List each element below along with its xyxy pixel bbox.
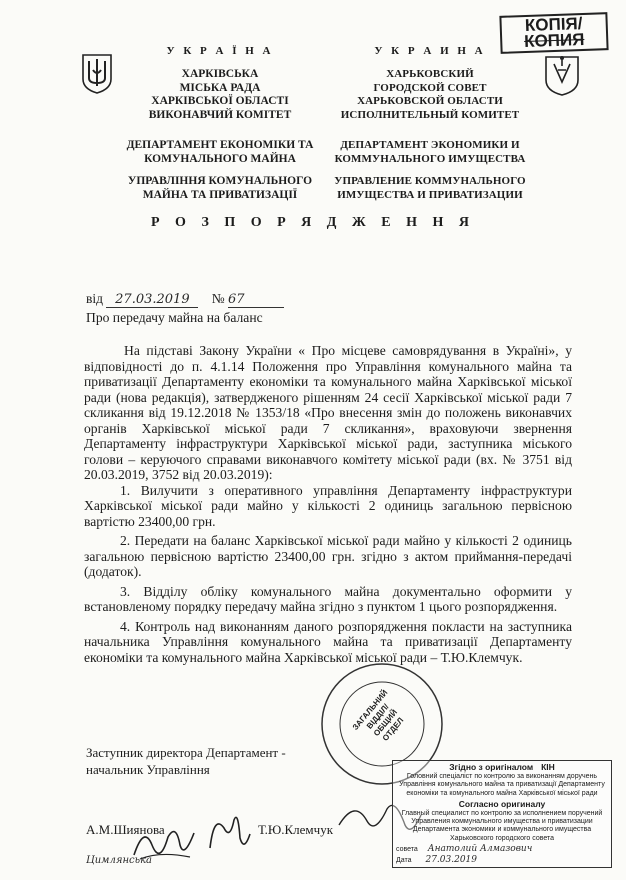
number-value: 67 bbox=[228, 292, 284, 308]
signer-position-line2: начальник Управління bbox=[86, 762, 210, 777]
cert-text-ru: Главный специалист по контролю за исполнением поручений Управления коммунального имущества и приватизации Департамента экономики и коммунального имущества Харьковского городского совета bbox=[401, 810, 603, 842]
date-prefix: від bbox=[86, 291, 103, 306]
cert-head-right: КІН bbox=[541, 762, 555, 772]
order-item-3: 3. Відділу обліку комунального майна документально оформити у встановленому порядку передачу майна згідно з пунктом 1 цього розпорядження. bbox=[84, 583, 572, 614]
executor-signature-icon bbox=[130, 815, 200, 865]
copy-stamp-line2: КОПИЯ bbox=[523, 29, 585, 52]
coat-of-arms-icon bbox=[80, 52, 114, 94]
order-item-2: 2. Передати на баланс Харківської міської ради майно у кількості 2 одиниць загальною первісною вартістю 23400,00 грн. згідно з актом приймання-передачі (додаток). bbox=[84, 533, 572, 579]
cert-text-ua: Головний спеціаліст по контролю за виконанням доручень Управління комунального майна та приватизації Департаменту економіки та комунального майна Харківської міської ради bbox=[399, 773, 605, 797]
signer-name: Т.Ю.Клемчук bbox=[258, 822, 334, 837]
intro-paragraph: На підставі Закону України « Про місцеве самоврядування в Україні», у відповідності до п. 4.1.14 Положення про Управління комунального майна та приватизації Департаменту економіки та комунального майна Харківської міської ради (нова редакція), затвердженого рішенням 24 сесії Харківської міської ради 7 скликання від 19.12.2018 № 1353/18 «Про внесення змін до положень виконавчих органів Харківської міської ради 7 скликання», враховуючи звернення Департаменту інфраструктури Харківської міської ради, заступника міського голови – керуючого справами виконавчого комітету міської ради (вх. № 3751 від 20.03.2019, 3752 від 20.03.2019): bbox=[84, 343, 572, 482]
round-stamp-center-text: ЗАГАЛЬНИЙ ВІДДІЛ/ ОБЩИЙ ОТДЕЛ bbox=[350, 688, 406, 743]
document-subject: Про передачу майна на баланс bbox=[86, 310, 263, 325]
document-title: Р О З П О Р Я Д Ж Е Н Н Я bbox=[151, 215, 475, 230]
dept-ua: ДЕПАРТАМЕНТ ЕКОНОМІКИ ТА КОМУНАЛЬНОГО МАЙНА bbox=[126, 139, 314, 165]
org-ru: ХАРЬКОВСКИЙ ГОРОДСКОЙ СОВЕТ ХАРЬКОВСКОЙ ОБЛАСТИ ИСПОЛНИТЕЛЬНЫЙ КОМИТЕТ bbox=[340, 68, 520, 121]
dept-ru: ДЕПАРТАМЕНТ ЭКОНОМИКИ И КОММУНАЛЬНОГО ИМУЩЕСТВА bbox=[334, 139, 526, 165]
order-item-1: 1. Вилучити з оперативного управління Департаменту інфраструктури Харківської міської ради майно у кількості 2 одиниць загальною первісною вартістю 23400,00 грн. bbox=[84, 482, 572, 529]
cert-date-label: Дата bbox=[396, 857, 412, 865]
cert-date-value: 27.03.2019 bbox=[425, 855, 477, 866]
number-prefix: № bbox=[211, 291, 225, 306]
order-item-4: 4. Контроль над виконанням даного розпорядження покласти на заступника начальника Управління комунального майна та приватизації Департаменту економіки та комунального майна Харківської міської ради – Т.Ю.Клемчук. bbox=[84, 618, 572, 665]
handwritten-name: Цимлянська bbox=[86, 855, 153, 866]
office-ua: УПРАВЛІННЯ КОМУНАЛЬНОГО МАЙНА ТА ПРИВАТИЗАЦІЇ bbox=[127, 175, 313, 201]
cert-sign-value: Анатолий Алмазович bbox=[427, 843, 533, 854]
cert-head-ua: Згідно з оригіналом bbox=[449, 762, 534, 772]
cert-sign-label: совета bbox=[396, 845, 418, 853]
document-date-number bbox=[86, 291, 346, 311]
country-ru: У К Р А И Н А bbox=[374, 45, 486, 57]
cert-head-ru: Согласно оригиналу bbox=[458, 798, 546, 809]
signer-signature-icon bbox=[204, 808, 254, 858]
date-value: 27.03.2019 bbox=[106, 292, 198, 308]
signer-position-line1: Заступник директора Департамент - bbox=[86, 745, 286, 760]
country-ua: У К Р А Ї Н А bbox=[166, 45, 274, 57]
document-body bbox=[84, 343, 572, 665]
copy-stamp-line1: КОПІЯ/ bbox=[524, 14, 583, 36]
office-ru: УПРАВЛЕНИЕ КОММУНАЛЬНОГО ИМУЩЕСТВА И ПРИВАТИЗАЦИИ bbox=[334, 175, 526, 201]
org-ua: ХАРКІВСЬКА МІСЬКА РАДА ХАРКІВСЬКОЇ ОБЛАСТІ ВИКОНАВЧИЙ КОМІТЕТ bbox=[148, 68, 292, 121]
city-emblem-icon bbox=[543, 52, 581, 96]
executor-name: А.М.Шиянова bbox=[86, 822, 165, 837]
certification-stamp bbox=[392, 760, 612, 868]
